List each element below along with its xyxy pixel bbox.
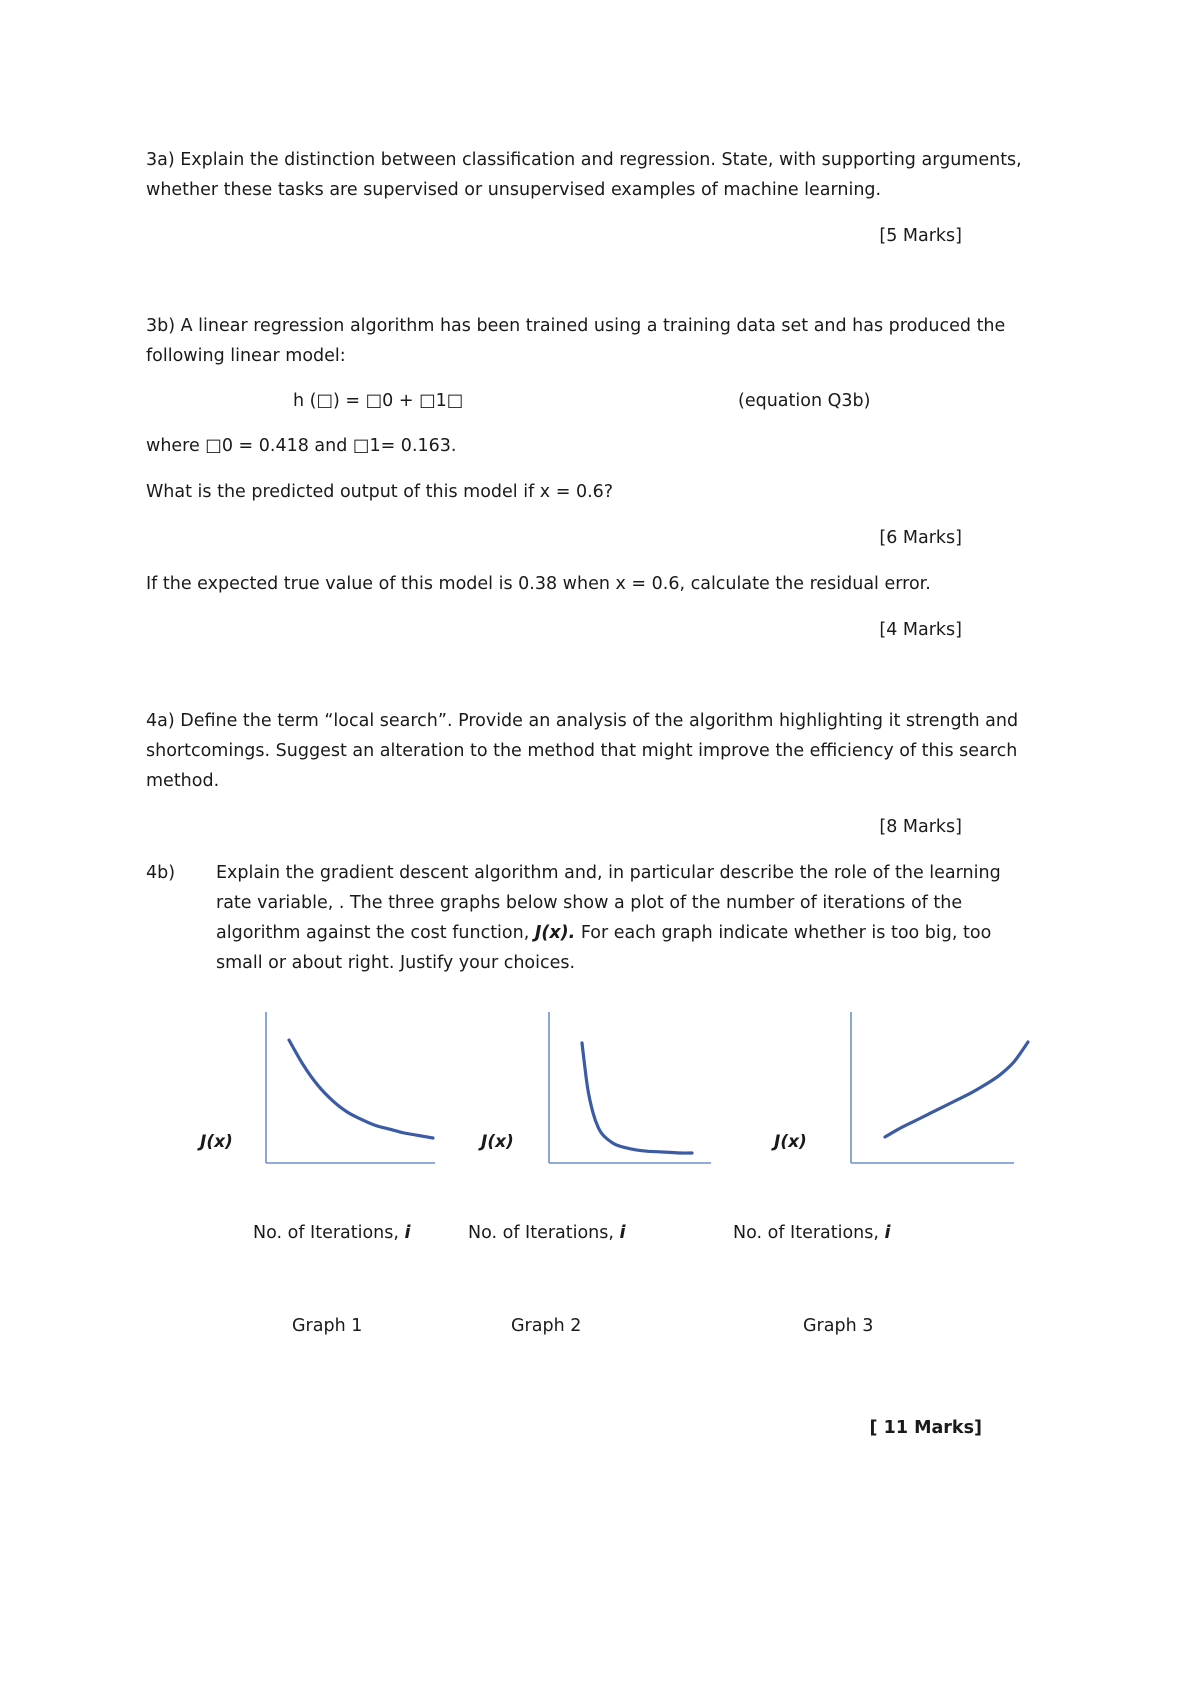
q3a-line-2: whether these tasks are supervised or unsupervised examples of machine learning. — [146, 180, 882, 200]
graph-2 — [549, 1012, 711, 1163]
graph-2-title: Graph 2 — [511, 1316, 582, 1336]
graph-1-title: Graph 1 — [292, 1316, 363, 1336]
q4b-line-4: small or about right. Justify your choices. — [216, 953, 576, 973]
graph-3 — [851, 1012, 1028, 1163]
q3b-line-1: 3b) A linear regression algorithm has been trained using a training data set and has produced the — [146, 316, 1006, 336]
q3b-line-2: following linear model: — [146, 346, 346, 366]
q3b-where: where □0 = 0.418 and □1= 0.163. — [146, 436, 457, 456]
q3b-marks-2: [4 Marks] — [879, 620, 962, 640]
graph-2-ylabel: J(x) — [481, 1132, 514, 1152]
q4a-marks: [8 Marks] — [879, 817, 962, 837]
q4b-line-2: rate variable, . The three graphs below show a plot of the number of iterations of the — [216, 893, 963, 913]
q4a-line-1: 4a) Define the term “local search”. Provide an analysis of the algorithm highlighting it strength and — [146, 711, 1019, 731]
graph-3-xlabel — [733, 1223, 891, 1243]
graph-3-ylabel: J(x) — [774, 1132, 807, 1152]
graph-3-xlabel-text: No. of Iterations, — [733, 1223, 885, 1243]
q3a-line-1: 3a) Explain the distinction between classification and regression. State, with supporting arguments, — [146, 150, 1022, 170]
graph-1 — [266, 1012, 435, 1163]
q4b-cost-function: J(x). — [534, 923, 576, 943]
graph-1-xlabel-var: i — [404, 1223, 411, 1243]
graph-2-xlabel-var: i — [619, 1223, 626, 1243]
q3b-marks-1: [6 Marks] — [879, 528, 962, 548]
graph-1-xlabel-text: No. of Iterations, — [253, 1223, 405, 1243]
q4a-line-2: shortcomings. Suggest an alteration to the method that might improve the efficiency of this search — [146, 741, 1018, 761]
q4b-marks: [ 11 Marks] — [869, 1418, 982, 1438]
q4b-label: 4b) — [146, 863, 176, 883]
graph-2-xlabel — [468, 1223, 626, 1243]
graph-3-title: Graph 3 — [803, 1316, 874, 1336]
q3b-residual: If the expected true value of this model is 0.38 when x = 0.6, calculate the residual error. — [146, 574, 931, 594]
q4b-line-3-post: For each graph indicate whether is too big, too — [575, 923, 992, 943]
graph-3-xlabel-var: i — [884, 1223, 891, 1243]
graph-2-xlabel-text: No. of Iterations, — [468, 1223, 620, 1243]
q3a-marks: [5 Marks] — [879, 226, 962, 246]
q4b-line-1: Explain the gradient descent algorithm and, in particular describe the role of the learning — [216, 863, 1001, 883]
graph-1-xlabel — [253, 1223, 411, 1243]
graph-1-ylabel: J(x) — [200, 1132, 233, 1152]
graph-3-cost-curve — [885, 1042, 1028, 1137]
q3b-question: What is the predicted output of this model if x = 0.6? — [146, 482, 614, 502]
q3b-equation: h (□) = □0 + □1□ — [293, 391, 464, 411]
q4b-line-3-pre: algorithm against the cost function, — [216, 923, 535, 943]
q4a-line-3: method. — [146, 771, 220, 791]
q3b-equation-label: (equation Q3b) — [738, 391, 871, 411]
graph-2-cost-curve — [582, 1043, 692, 1153]
graph-1-cost-curve — [289, 1040, 433, 1138]
